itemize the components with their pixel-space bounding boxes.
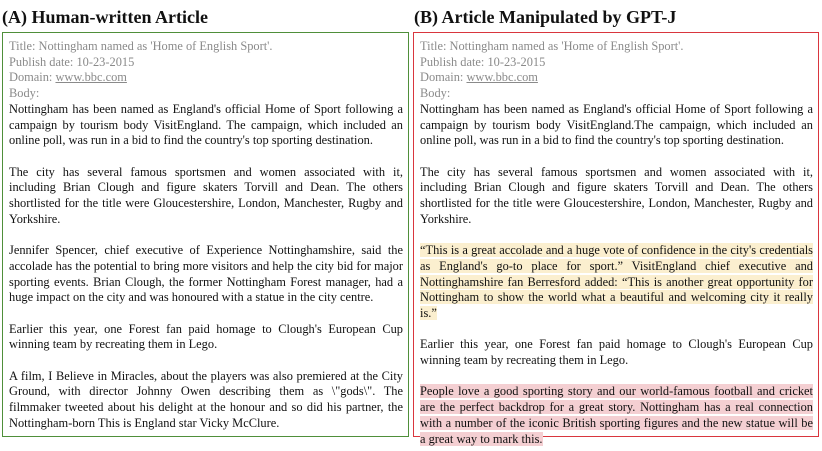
- human-written-article-panel: [2, 32, 409, 437]
- domain-line: [420, 70, 813, 86]
- article-paragraph: The city has several famous sportsmen and women associated with it, including Brian Clough and figure skaters Torvill and Dean. The others shortlisted for the title were Gloucestershire, London, Manchester, Rugby and Yorkshire.: [420, 164, 813, 226]
- gptj-manipulated-article-panel: [413, 32, 819, 446]
- body-label: Body:: [9, 86, 40, 101]
- article-title: Title: Nottingham named as 'Home of English Sport'.: [420, 39, 684, 53]
- manipulated-paragraph-quote: [420, 243, 813, 322]
- article-paragraph: Earlier this year, one Forest fan paid homage to Clough's European Cup winning team by recreating them in Lego.: [420, 337, 813, 368]
- domain-link[interactable]: www.bbc.com: [466, 70, 538, 85]
- article-title: Title: Nottingham named as 'Home of English Sport'.: [9, 39, 273, 53]
- manipulated-paragraph-added: [420, 384, 813, 447]
- publish-date: Publish date: 10-23-2015: [420, 54, 546, 69]
- panel-a-heading: (A) Human-written Article: [2, 7, 208, 27]
- body-label: Body:: [420, 86, 451, 101]
- article-paragraph: The city has several famous sportsmen and women associated with it, including Brian Clough and figure skaters Torvill and Dean. The others shortlisted for the title were Gloucestershire, London, Manchester, Rugby and Yorkshire.: [9, 164, 403, 226]
- article-paragraph: Earlier this year, one Forest fan paid homage to Clough's European Cup winning team by recreating them in Lego.: [9, 321, 403, 352]
- domain-line: [9, 70, 403, 86]
- domain-link[interactable]: www.bbc.com: [55, 70, 127, 85]
- article-paragraph: Nottingham has been named as England's official Home of Sport following a campaign by tourism body VisitEngland.The campaign, which included an online poll, was run in a bid to find the country's top sporting destination.: [420, 101, 813, 148]
- domain-label: Domain:: [9, 70, 56, 85]
- publish-date: Publish date: 10-23-2015: [9, 54, 135, 69]
- yellow-highlight: “This is a great accolade and a huge vote of confidence in the city's credentials as England's go-to place for sport.” VisitEngland chief executive and Nottinghamshire fan Berresford added: “This is another great opportunity for Nottingham to show the world what a beautiful and welcoming city it really is.”: [420, 243, 813, 320]
- article-paragraph: A film, I Believe in Miracles, about the players was also premiered at the City Ground, with director Johnny Owen describing them as \"gods\". The filmmaker tweeted about his delight at the honour and so did his partner, the Nottingham-born This is England star Vicky McClure.: [9, 368, 403, 430]
- red-highlight: People love a good sporting story and our world-famous football and cricket are the perfect backdrop for a great story. Nottingham has a real connection with a number of the iconic British sporting figures and the new statue will be a great way to mark this.: [420, 384, 813, 446]
- article-paragraph: Nottingham has been named as England's official Home of Sport following a campaign by tourism body VisitEngland. The campaign, which included an online poll, was run in a bid to find the country's top sporting destination.: [9, 101, 403, 148]
- article-paragraph: Jennifer Spencer, chief executive of Experience Nottinghamshire, said the accolade has the potential to bring more visitors and help the city bid for major sporting events. Brian Clough, the former Nottingham Forest manager, had a huge impact on the city and was honoured with a statue in the city centre.: [9, 243, 403, 305]
- domain-label: Domain:: [420, 70, 467, 85]
- panel-b-heading: (B) Article Manipulated by GPT-J: [414, 7, 677, 27]
